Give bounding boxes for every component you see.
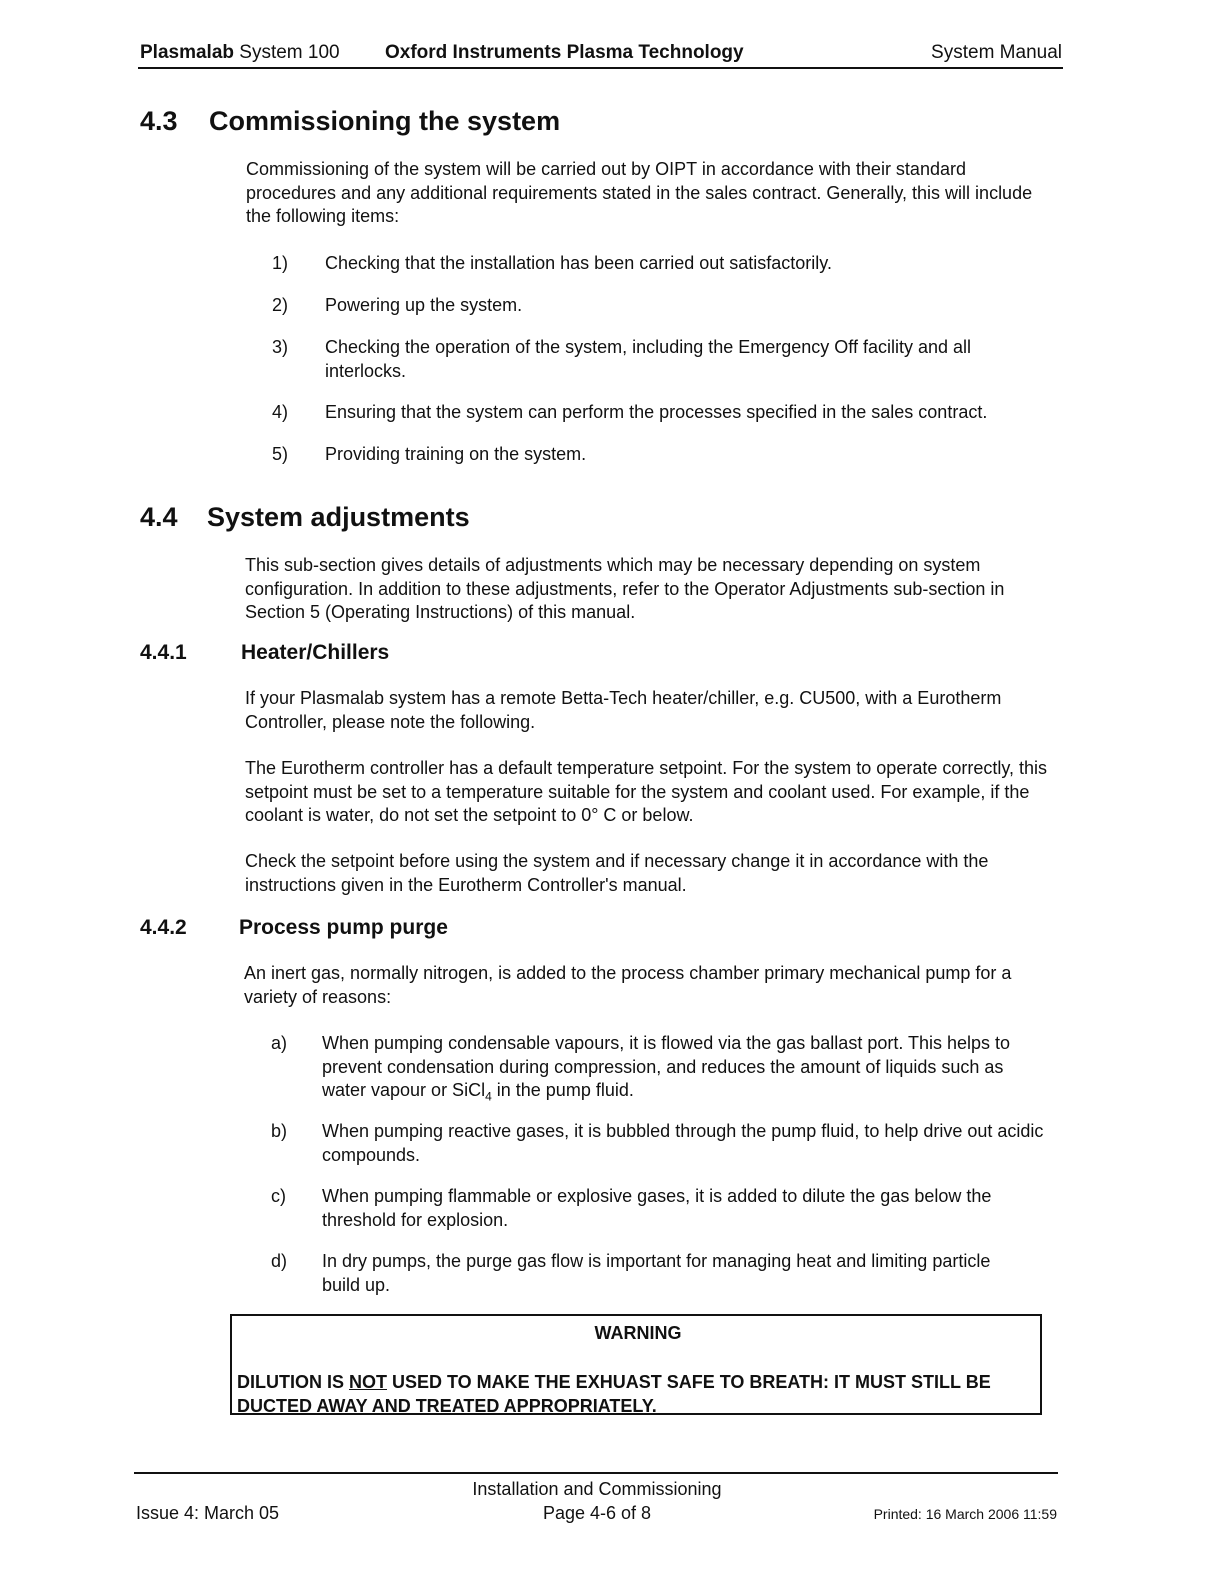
list-item-label: 4) <box>272 402 289 422</box>
subsection-number: 4.4.2 <box>140 916 187 939</box>
list-item-text: Checking the operation of the system, including the Emergency Off facility and all interlocks. <box>325 337 972 381</box>
warning-text-part: DILUTION IS <box>237 1372 349 1392</box>
list-item-text: Ensuring that the system can perform the processes specified in the sales contract. <box>325 402 988 422</box>
footer-issue: Issue 4: March 05 <box>136 1503 280 1523</box>
section-title: System adjustments <box>207 502 470 532</box>
section-4-3-intro: Commissioning of the system will be carried out by OIPT in accordance with their standard procedures and any additional requirements stated in the sales contract. Generally, this will include the following items: <box>246 159 1033 226</box>
warning-title: WARNING <box>594 1323 682 1343</box>
list-item-label: a) <box>271 1033 288 1053</box>
warning-text-part: USED TO MAKE THE EXHUAST SAFE TO BREATH: IT MUST STILL BE DUCTED AWAY AND TREATED APPROPRIATELY. <box>237 1372 991 1416</box>
heater-paragraph-3: Check the setpoint before using the system and if necessary change it in accordance with the instructions given in the Eurotherm Controller's manual. <box>245 851 989 895</box>
list-item-label: 3) <box>272 337 289 357</box>
subscript: 4 <box>485 1089 492 1104</box>
subsection-title: Heater/Chillers <box>241 641 390 664</box>
section-4-4-intro: This sub-section gives details of adjustments which may be necessary depending on system configuration. In addition to these adjustments, refer to the Operator Adjustments sub-section in Section 5 (Operating Instructions) of this manual. <box>245 555 1005 622</box>
section-number: 4.3 <box>140 106 178 136</box>
list-item-label: 2) <box>272 295 289 315</box>
list-item-text: Powering up the system. <box>325 295 523 315</box>
warning-box <box>230 1314 1042 1415</box>
list-item-label: c) <box>271 1186 286 1206</box>
header-manual: System Manual <box>931 42 1062 63</box>
list-item-text-part: in the pump fluid. <box>491 1080 634 1100</box>
list-item-label: b) <box>271 1121 288 1141</box>
footer-rule <box>134 1472 1058 1474</box>
list-item-text <box>322 1032 1052 1109</box>
list-item-text-part: When pumping condensable vapours, it is flowed via the gas ballast port. This helps to prevent condensation during compression, and reduces the amount of liquids such as water vapour or SiCl <box>322 1033 1011 1100</box>
list-item-text: In dry pumps, the purge gas flow is important for managing heat and limiting particle build up. <box>322 1251 991 1295</box>
subsection-number: 4.4.1 <box>140 641 187 664</box>
header-product-bold: Plasmalab <box>140 42 234 63</box>
list-item-text: Checking that the installation has been carried out satisfactorily. <box>325 253 832 273</box>
footer-printed: Printed: 16 March 2006 11:59 <box>873 1506 1057 1522</box>
list-item-text: When pumping flammable or explosive gases, it is added to dilute the gas below the threshold for explosion. <box>322 1186 992 1230</box>
subsection-title: Process pump purge <box>239 916 448 939</box>
list-item-text: Providing training on the system. <box>325 444 587 464</box>
heater-paragraph-1: If your Plasmalab system has a remote Betta-Tech heater/chiller, e.g. CU500, with a Eurotherm Controller, please note the following. <box>245 688 1002 732</box>
list-item-label: 1) <box>272 253 289 273</box>
header-product-rest: System 100 <box>234 42 340 63</box>
warning-emphasis: NOT <box>349 1372 387 1392</box>
footer-section: Installation and Commissioning <box>472 1479 722 1499</box>
footer-page-number: Page 4-6 of 8 <box>542 1503 652 1523</box>
header-product <box>140 42 340 64</box>
list-item-label: 5) <box>272 444 289 464</box>
list-item-label: d) <box>271 1251 288 1271</box>
list-item-text: When pumping reactive gases, it is bubbled through the pump fluid, to help drive out acidic compounds. <box>322 1121 1044 1165</box>
section-number: 4.4 <box>140 502 178 532</box>
header-rule <box>138 67 1063 69</box>
section-title: Commissioning the system <box>209 106 561 136</box>
purge-intro: An inert gas, normally nitrogen, is added to the process chamber primary mechanical pump for a variety of reasons: <box>244 963 1012 1007</box>
header-company: Oxford Instruments Plasma Technology <box>385 42 744 63</box>
heater-paragraph-2: The Eurotherm controller has a default temperature setpoint. For the system to operate correctly, this setpoint must be set to a temperature suitable for the system and coolant used. For example, if the coolant is water, do not set the setpoint to 0° C or below. <box>245 758 1048 825</box>
warning-text <box>237 1370 1037 1418</box>
